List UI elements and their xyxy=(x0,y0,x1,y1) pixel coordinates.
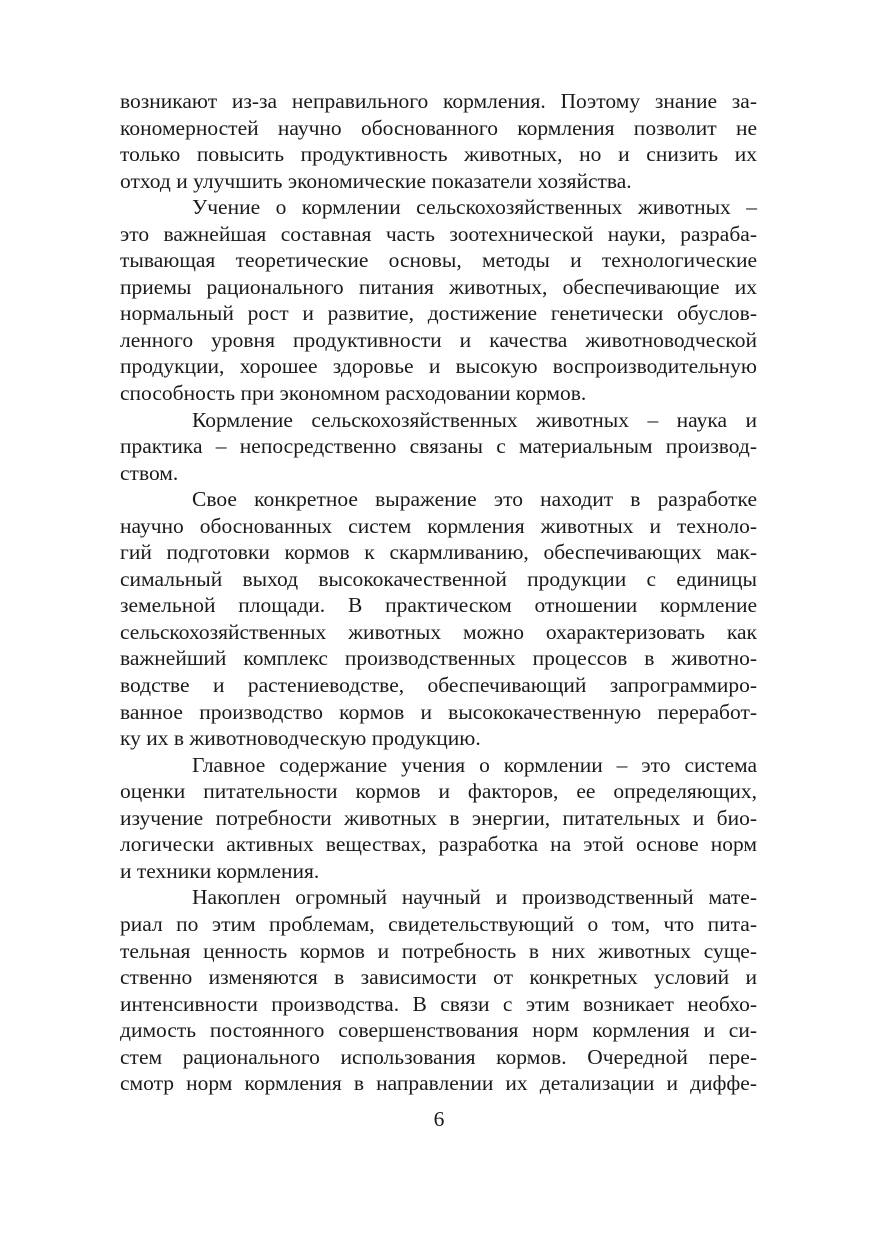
text-line: Учение о кормлении сельскохозяйственных животных – xyxy=(192,195,757,220)
text-line: научно обоснованных систем кормления животных и техноло- xyxy=(120,513,757,538)
text-line: земельной площади. В практическом отношении кормление xyxy=(120,593,757,618)
text-line: смотр норм кормления в направлении их детализации и диффе- xyxy=(120,1071,757,1096)
body-text xyxy=(120,88,757,1097)
text-line: сельскохозяйственных животных можно охарактеризовать как xyxy=(120,619,757,644)
text-line: Главное содержание учения о кормлении – это система xyxy=(192,752,757,777)
text-line: это важнейшая составная часть зоотехнической науки, разраба- xyxy=(120,221,757,246)
text-line: димость постоянного совершенствования норм кормления и си- xyxy=(120,1018,757,1043)
text-line: ственно изменяются в зависимости от конкретных условий и xyxy=(120,965,757,990)
text-line: Свое конкретное выражение это находит в разработке xyxy=(192,487,757,512)
text-line: гий подготовки кормов к скармливанию, обеспечивающих мак- xyxy=(120,540,757,565)
text-line: только повысить продуктивность животных, но и снизить их xyxy=(120,142,757,167)
text-line: водстве и растениеводстве, обеспечивающий запрограммиро- xyxy=(120,673,757,698)
text-line: ку их в животноводческую продукцию. xyxy=(120,726,481,751)
text-line: ванное производство кормов и высококачественную переработ- xyxy=(120,699,757,724)
text-line: практика – непосредственно связаны с материальным производ- xyxy=(120,434,757,459)
text-line: риал по этим проблемам, свидетельствующий о том, что пита- xyxy=(120,911,757,936)
text-line: Кормление сельскохозяйственных животных – наука и xyxy=(192,407,757,432)
text-line: отход и улучшить экономические показатели хозяйства. xyxy=(120,168,632,193)
text-line: стем рационального использования кормов. Очередной пере- xyxy=(120,1044,757,1069)
text-line: тывающая теоретические основы, методы и технологические xyxy=(120,248,757,273)
text-line: Накоплен огромный научный и производственный мате- xyxy=(192,885,757,910)
text-line: кономерностей научно обоснованного кормления позволит не xyxy=(120,115,757,140)
text-line: тельная ценность кормов и потребность в них животных суще- xyxy=(120,938,757,963)
text-line: важнейший комплекс производственных процессов в животно- xyxy=(120,646,757,671)
text-line: оценки питательности кормов и факторов, ее определяющих, xyxy=(120,779,757,804)
text-line: нормальный рост и развитие, достижение генетически обуслов- xyxy=(120,301,757,326)
text-line: симальный выход высококачественной продукции с единицы xyxy=(120,566,757,591)
page-number: 6 xyxy=(433,1107,445,1131)
text-line: ленного уровня продуктивности и качества животноводческой xyxy=(120,327,757,352)
text-line: приемы рационального питания животных, обеспечивающие их xyxy=(120,274,757,299)
text-line: изучение потребности животных в энергии, питательных и био- xyxy=(120,805,757,830)
text-line: продукции, хорошее здоровье и высокую воспроизводительную xyxy=(120,354,757,379)
text-line: логически активных веществах, разработка на этой основе норм xyxy=(120,832,757,857)
text-line: и техники кормления. xyxy=(120,858,320,883)
text-line: возникают из-за неправильного кормления. Поэтому знание за- xyxy=(120,89,757,113)
text-line: интенсивности производства. В связи с этим возникает необхо- xyxy=(120,991,757,1016)
text-line: способность при экономном расходовании кормов. xyxy=(120,381,587,406)
text-line: ством. xyxy=(120,460,179,485)
